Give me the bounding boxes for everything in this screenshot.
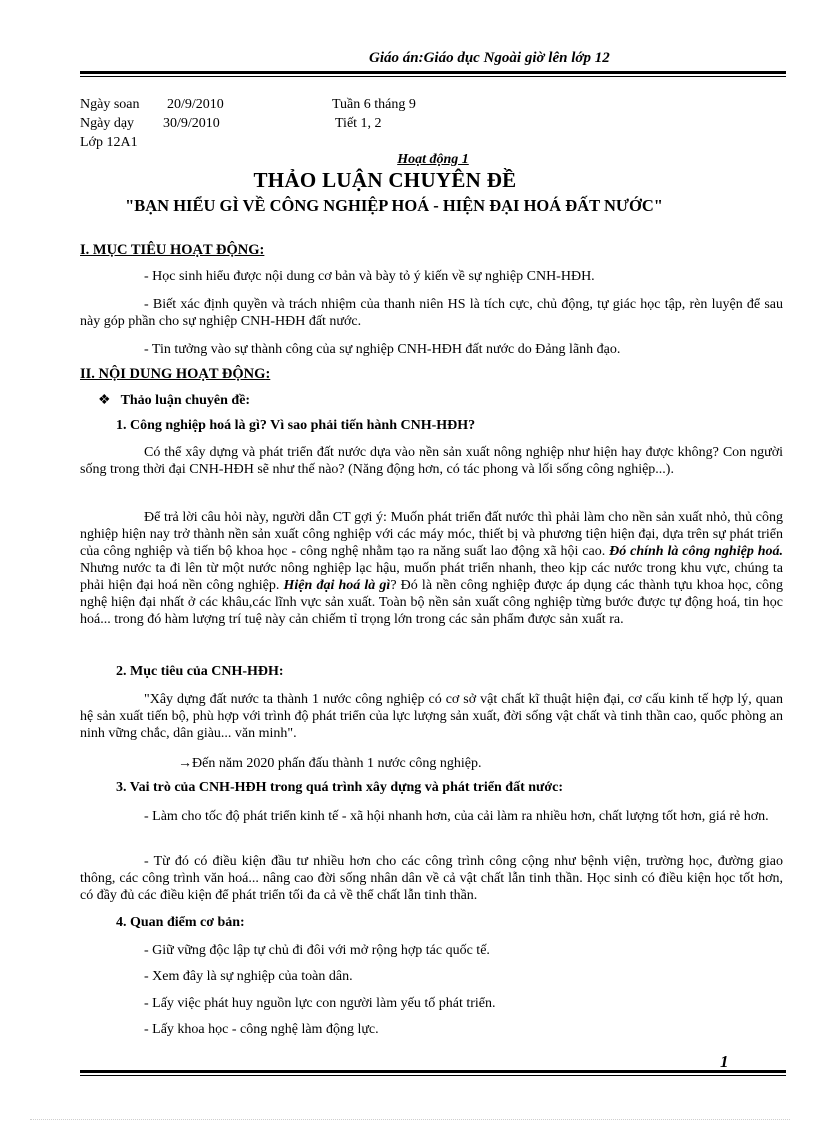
sub-title: "BẠN HIỂU GÌ VỀ CÔNG NGHIỆP HOÁ - HIỆN ĐẠI HOÁ ĐẤT NƯỚC" xyxy=(125,196,663,215)
q1-p2-part-c: Nhưng nước ta đi lên từ một nước nông nghiệp lạc hậu, muốn phát triển nhanh, theo kịp các nước trong khu vực, chúng ta phải hiện đại hoá nền công nghiệp. xyxy=(80,561,783,593)
arrow-icon: → xyxy=(178,756,192,771)
tuan-text: Tuần 6 tháng 9 xyxy=(332,97,416,112)
q4-heading: 4. Quan điểm cơ bản: xyxy=(116,915,245,930)
q3-paragraph-1: - Làm cho tốc độ phát triển kinh tế - xã hội nhanh hơn, của cải làm ra nhiều hơn, chất lượng tốt hơn, giá rẻ hơn. xyxy=(144,809,769,824)
section-2-heading xyxy=(80,366,270,383)
header-rule xyxy=(80,71,786,77)
lop-text: Lớp 12A1 xyxy=(80,135,138,150)
page-bottom-dotted-rule xyxy=(30,1119,790,1120)
q1-paragraph-2 xyxy=(80,509,783,628)
activity-label: Hoạt động 1 xyxy=(397,152,469,167)
ngay-day-label: Ngày dạy xyxy=(80,116,135,131)
diamond-bullet-icon: ❖ xyxy=(98,393,111,408)
ngay-day-value: 30/9/2010 xyxy=(163,116,220,131)
topic-heading xyxy=(98,392,250,409)
ngay-soan-label: Ngày soan xyxy=(80,97,140,112)
q1-heading: 1. Công nghiệp hoá là gì? Vì sao phải tiến hành CNH-HĐH? xyxy=(116,418,476,433)
q2-p2-text: Đến năm 2020 phấn đấu thành 1 nước công nghiệp. xyxy=(192,756,482,771)
q4-item-3: - Lấy việc phát huy nguồn lực con người làm yếu tố phát triển. xyxy=(144,996,496,1011)
q2-paragraph-2 xyxy=(80,755,783,772)
q3-paragraph-2: - Từ đó có điều kiện đầu tư nhiều hơn cho các công trình công cộng như bệnh viện, trường học, đường giao thông, các công trình văn hoá... nâng cao đời sống nhân dân về cả vật chất lẫn tinh thần. Học sinh có điều kiện học tốt hơn, có đầy đủ các điều kiện để phát triển tối đa cả về thể chất lẫn tinh thần. xyxy=(80,854,783,903)
objective-3: - Tin tưởng vào sự thành công của sự nghiệp CNH-HĐH đất nước do Đảng lãnh đạo. xyxy=(144,342,621,357)
ngay-soan-value: 20/9/2010 xyxy=(167,97,224,112)
topic-heading-text: Thảo luận chuyên đề: xyxy=(120,393,251,408)
main-title: THẢO LUẬN CHUYÊN ĐỀ xyxy=(253,168,517,192)
section-2-colon: : xyxy=(265,366,271,382)
q2-paragraph-1: "Xây dựng đất nước ta thành 1 nước công nghiệp có cơ sở vật chất kĩ thuật hiện đại, cơ cấu kinh tế hợp lý, quan hệ sản xuất tiến bộ, phù hợp với trình độ phát triển của lực lượng sản xuất, đời sống vật chất và tinh thần cao, quốc phòng an ninh vững chắc, dân giàu... văn minh". xyxy=(80,692,783,741)
footer-rule xyxy=(80,1070,786,1076)
q3-heading: 3. Vai trò của CNH-HĐH trong quá trình xây dựng và phát triển đất nước: xyxy=(116,780,564,795)
objective-1: - Học sinh hiểu được nội dung cơ bản và bày tỏ ý kiến về sự nghiệp CNH-HĐH. xyxy=(144,269,595,284)
q1-p2-emphasis-1: Đó chính là công nghiệp hoá. xyxy=(609,544,783,559)
page-number: 1 xyxy=(720,1052,729,1071)
q4-item-2: - Xem đây là sự nghiệp của toàn dân. xyxy=(144,969,353,984)
q1-p2-part-e: ? Đó là nền công nghiệp được áp dụng các thành tựu khoa học, công nghệ hiện đại nhất ở các khâu,các lĩnh vực sản xuất. Toàn bộ nền sản xuất công nghiệp từng bước được tự động hoá, tin học hoá... trong đó hàm lượng trí tuệ này cản chiếm tỉ trọng lớn trong các sản phẩm được sản xuất ra. xyxy=(80,578,784,627)
section-2-heading-text: II. NỘI DUNG HOẠT ĐỘNG xyxy=(80,366,266,382)
section-1-heading-text: I. MỤC TIÊU HOẠT ĐỘNG xyxy=(80,242,260,258)
q4-item-4: - Lấy khoa học - công nghệ làm động lực. xyxy=(144,1022,379,1037)
q1-paragraph-1: Có thể xây dựng và phát triển đất nước dựa vào nền sản xuất nông nghiệp như hiện hay được không? Con người sống trong thời đại CNH-HĐH sẽ như thế nào? (Năng động hơn, có tác phong và lối sống công nghiệp...). xyxy=(80,445,783,477)
header-title: Giáo án:Giáo dục Ngoài giờ lên lớp 12 xyxy=(369,50,610,66)
q1-p2-emphasis-2: Hiện đại hoá là gì xyxy=(283,578,391,593)
section-1-colon: : xyxy=(259,242,265,258)
q1-p2-part-a: Để trả lời câu hỏi này, người dẫn CT gợi ý: Muốn phát triển đất nước thì phải làm cho nền sản xuất nhỏ, thủ công nghiệp hiện nay trở thành nền sản xuất công nghiệp với các máy móc, thiết bị và phương tiện hiện đại, dựa trên sự phát triển của công nghiệp và tiến bộ khoa học - công nghệ nhằm tạo ra năng suất lao động xã hội cao. xyxy=(80,510,783,559)
section-1-heading xyxy=(80,242,264,259)
q4-item-1: - Giữ vững độc lập tự chủ đi đôi với mở rộng hợp tác quốc tế. xyxy=(144,943,490,958)
q2-heading: 2. Mục tiêu của CNH-HĐH: xyxy=(116,664,284,679)
objective-2: - Biết xác định quyền và trách nhiệm của thanh niên HS là tích cực, chủ động, tự giác học tập, rèn luyện để sau này góp phần cho sự nghiệp CNH-HĐH đất nước. xyxy=(80,297,783,329)
tiet-text: Tiết 1, 2 xyxy=(335,116,382,131)
